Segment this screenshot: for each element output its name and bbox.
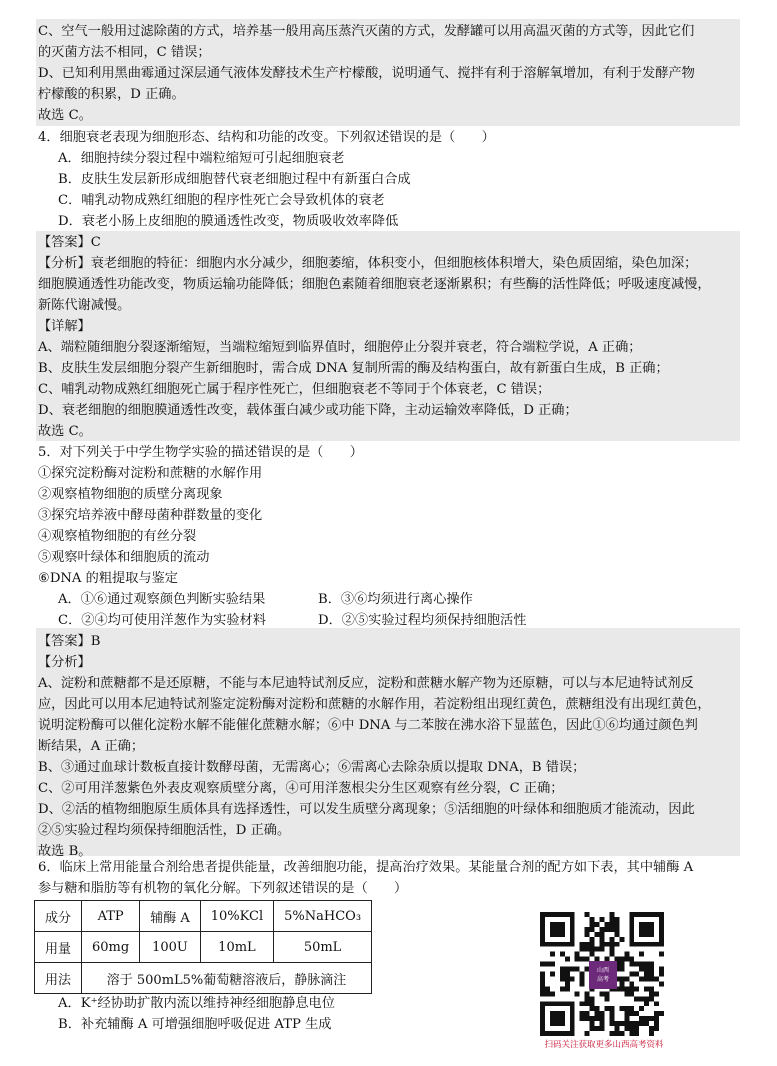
- table-cell: 成分: [35, 901, 82, 932]
- table-cell: ATP: [82, 901, 140, 932]
- experiment-item: ②观察植物细胞的质壁分离现象: [38, 487, 223, 502]
- table-cell: 辅酶 A: [140, 901, 201, 932]
- analysis-label: 【分析】: [38, 655, 91, 670]
- experiment-item: ⑥DNA 的粗提取与鉴定: [38, 571, 178, 586]
- qr-caption: 扫码关注获取更多山西高考资料: [544, 1040, 664, 1050]
- analysis-line: 【分析】衰老细胞的特征：细胞内水分减少，细胞萎缩，体积变小，但细胞核体积增大，染色质固缩，染色加深；: [38, 256, 698, 271]
- question-stem: 4．细胞衰老表现为细胞形态、结构和功能的改变。下列叙述错误的是（ ）: [38, 130, 495, 145]
- text-line: 柠檬酸的积累，D 正确。: [38, 87, 185, 102]
- detail-line: D、衰老细胞的细胞膜通透性改变，载体蛋白减少或功能下降，主动运输效率降低，D 正确；: [38, 403, 578, 418]
- experiment-item: ⑤观察叶绿体和细胞质的流动: [38, 550, 210, 565]
- analysis-line: B、③通过血球计数板直接计数酵母菌，无需离心；⑥需离心去除杂质以提取 DNA，B 错误；: [38, 760, 586, 775]
- analysis-line: A、淀粉和蔗糖都不是还原糖，不能与本尼迪特试剂反应，淀粉和蔗糖水解产物为还原糖，可以与本尼迪特试剂反: [38, 676, 694, 691]
- qr-logo-text: 山西: [596, 967, 609, 974]
- option: A．①⑥通过观察颜色判断实验结果: [58, 592, 266, 607]
- table-cell: 用量: [35, 932, 82, 963]
- table-row: [35, 932, 372, 963]
- option: D．衰老小肠上皮细胞的膜通透性改变，物质吸收效率降低: [58, 214, 399, 229]
- analysis-line: ②⑤实验过程均须保持细胞活性，D 正确。: [38, 823, 291, 838]
- text-line: 的灭菌方法不相同，C 错误；: [38, 45, 211, 60]
- table-row: [35, 963, 372, 994]
- detail-line: B、皮肤生发层细胞分裂产生新细胞时，需合成 DNA 复制所需的酶及结构蛋白，故有新蛋白生成，B 正确；: [38, 361, 669, 376]
- answer-line: 【答案】B: [38, 634, 101, 649]
- table-cell: 10mL: [200, 932, 273, 963]
- table-row: [35, 901, 372, 932]
- text-line: D、已知利用黑曲霉通过深层通气液体发酵技术生产柠檬酸，说明通气、搅拌有利于溶解氧增加，有利于发酵产物: [38, 66, 695, 81]
- option: B．皮肤生发层新形成细胞替代衰老细胞过程中有新蛋白合成: [58, 172, 411, 187]
- table-cell: 用法: [35, 963, 82, 994]
- analysis-line: D、②活的植物细胞原生质体具有选择透性，可以发生质壁分离现象；⑤活细胞的叶绿体和细胞质才能流动，因此: [38, 802, 695, 817]
- table-cell: 60mg: [82, 932, 140, 963]
- detail-line: C、哺乳动物成熟红细胞死亡属于程序性死亡，但细胞衰老不等同于个体衰老，C 错误；: [38, 382, 551, 397]
- option: C．哺乳动物成熟红细胞的程序性死亡会导致机体的衰老: [58, 193, 385, 208]
- analysis-line: C、②可用洋葱紫色外表皮观察质壁分离，④可用洋葱根尖分生区观察有丝分裂，C 正确；: [38, 781, 564, 796]
- detail-label: 【详解】: [38, 319, 91, 334]
- table-cell: 10%KCl: [200, 901, 273, 932]
- table-cell: 5%NaHCO₃: [274, 901, 372, 932]
- table-cell: 100U: [140, 932, 201, 963]
- qr-logo: [589, 961, 617, 989]
- question-stem: 6．临床上常用能量合剂给患者提供能量，改善细胞功能，提高治疗效果。某能量合剂的配方如下表，其中辅酶 A: [38, 860, 694, 875]
- table-cell: 50mL: [274, 932, 372, 963]
- analysis-line: 应，因此可以用本尼迪特试剂鉴定淀粉酶对淀粉和蔗糖的水解作用，若淀粉组出现红黄色，蔗糖组没有出现红黄色，: [38, 697, 711, 712]
- detail-line: A、端粒随细胞分裂逐渐缩短，当端粒缩短到临界值时，细胞停止分裂并衰老，符合端粒学说，A 正确；: [38, 340, 642, 355]
- detail-line: 故选 C。: [38, 424, 92, 439]
- option: B．③⑥均须进行离心操作: [318, 592, 473, 607]
- table-cell: 溶于 500mL5%葡萄糖溶液后，静脉滴注: [82, 963, 372, 994]
- analysis-line: 故选 B。: [38, 844, 92, 859]
- option: A．K⁺经协助扩散内流以维持神经细胞静息电位: [58, 996, 335, 1011]
- formula-table: [34, 900, 372, 994]
- option: C．②④均可使用洋葱作为实验材料: [58, 613, 266, 628]
- qr-logo-text: 高考: [596, 976, 609, 983]
- text-line: 故选 C。: [38, 108, 92, 123]
- experiment-item: ③探究培养液中酵母菌种群数量的变化: [38, 508, 263, 523]
- analysis-line: 说明淀粉酶可以催化淀粉水解不能催化蔗糖水解；⑥中 DNA 与二苯胺在沸水浴下显蓝色，因此①⑥均通过颜色判: [38, 718, 698, 733]
- answer-line: 【答案】C: [38, 235, 101, 250]
- option: D．②⑤实验过程均须保持细胞活性: [318, 613, 527, 628]
- analysis-line: 断结果，A 正确；: [38, 739, 145, 754]
- experiment-item: ④观察植物细胞的有丝分裂: [38, 529, 197, 544]
- text-line: C、空气一般用过滤除菌的方式，培养基一般用高压蒸汽灭菌的方式，发酵罐可以用高温灭菌的方式等，因此它们: [38, 24, 695, 39]
- experiment-item: ①探究淀粉酶对淀粉和蔗糖的水解作用: [38, 466, 263, 481]
- analysis-line: 细胞膜通透性功能改变，物质运输功能降低；细胞色素随着细胞衰老逐渐累积；有些酶的活性降低；呼吸速度减慢，: [38, 277, 711, 292]
- option: A．细胞持续分裂过程中端粒缩短可引起细胞衰老: [58, 151, 345, 166]
- question-stem: 5．对下列关于中学生物学实验的描述错误的是（ ）: [38, 445, 363, 460]
- analysis-line: 新陈代谢减慢。: [38, 298, 131, 313]
- option: B．补充辅酶 A 可增强细胞呼吸促进 ATP 生成: [58, 1017, 332, 1032]
- question-stem: 参与糖和脂肪等有机物的氧化分解。下列叙述错误的是（ ）: [38, 881, 408, 896]
